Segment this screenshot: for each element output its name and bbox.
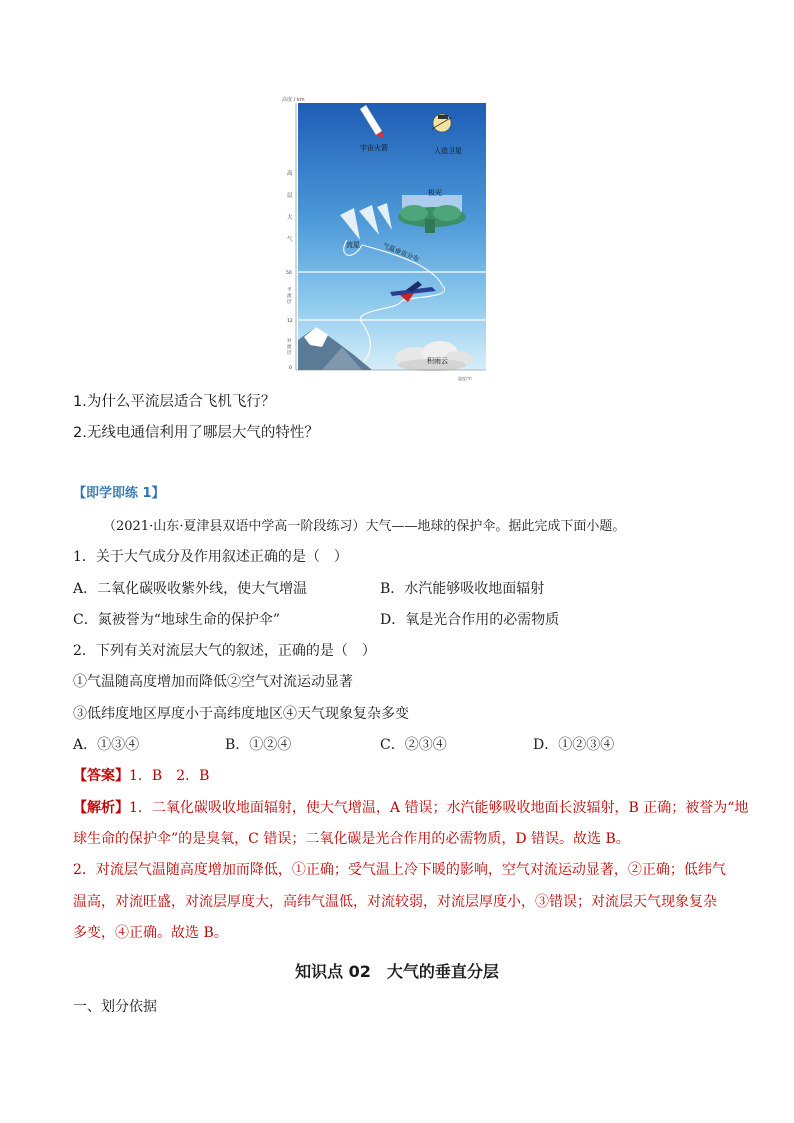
analysis-tag: 【解析】 — [73, 800, 129, 816]
practice-question-2: 2．下列有关对流层大气的叙述，正确的是（ ） — [73, 643, 376, 659]
label-rocket: 宇宙火箭 — [360, 144, 388, 152]
atmosphere-layers-figure — [282, 95, 488, 385]
q2-statement-1: ①气温随高度增加而降低②空气对流运动显著 — [73, 674, 353, 690]
question-1: 1.为什么平流层适合飞机飞行？ — [73, 394, 276, 410]
subsection-title: 一、划分依据 — [73, 999, 157, 1015]
label-aurora: 极光 — [428, 189, 442, 197]
q1-option-c: C．氮被誉为“地球生命的保护伞” — [73, 612, 281, 628]
analysis-2-line-3: 多变，④正确。故选 B。 — [73, 925, 228, 941]
layer-label-strat: 平流层 — [287, 288, 292, 305]
analysis-2-line-2: 温高，对流旺盛，对流层厚度大，高纬气温低，对流较弱，对流层厚度小，③错误；对流层天气现象复杂 — [73, 894, 717, 910]
q2-statement-2: ③低纬度地区厚度小于高纬度地区④天气现象复杂多变 — [73, 706, 409, 722]
q2-option-d: D．①②③④ — [533, 737, 615, 753]
q1-option-b: B．水汽能够吸收地面辐射 — [380, 581, 545, 597]
sky-background — [298, 103, 486, 370]
figure-x-axis-label: 温度/℃ — [458, 376, 472, 381]
practice-source: （2021·山东·夏津县双语中学高一阶段练习）大气——地球的保护伞。据此完成下面小题。 — [103, 519, 626, 534]
label-temp-curve: 气温垂直分布 — [381, 241, 421, 264]
answer-line — [73, 767, 209, 785]
label-cloud: 积雨云 — [427, 357, 448, 365]
label-satellite: 人造卫星 — [434, 147, 462, 155]
q2-option-a: A．①③④ — [73, 737, 140, 753]
tick-0: 0 — [289, 366, 292, 371]
practice-tag: 【即学即练 1】 — [73, 486, 165, 501]
tick-12: 12 — [287, 319, 293, 324]
layer-label-high: 高层大气 — [287, 171, 293, 243]
question-2: 2.无线电通信利用了哪层大气的特性？ — [73, 425, 319, 441]
analysis-1-line-1: 1．二氧化碳吸收地面辐射，使大气增温，A 错误；水汽能够吸收地面长波辐射，B 正确；被誉为“地 — [129, 800, 749, 816]
q2-option-c: C．②③④ — [380, 737, 447, 753]
answer-text: 1．B 2．B — [129, 768, 210, 784]
practice-question-1: 1．关于大气成分及作用叙述正确的是（ ） — [73, 549, 348, 565]
section-heading: 知识点 02 大气的垂直分层 — [295, 962, 499, 981]
analysis-2-line-1: 对流层气温随高度增加而降低，①正确；受气温上冷下暖的影响，空气对流运动显著，②正确；低纬气 — [95, 862, 726, 878]
tick-50: 50 — [286, 271, 292, 276]
q1-option-d: D．氧是光合作用的必需物质 — [380, 612, 560, 628]
analysis-line-1 — [73, 799, 748, 817]
q2-option-b: B．①②④ — [225, 737, 292, 753]
analysis-2-line-1-wrap — [73, 861, 726, 879]
q1-option-a: A．二氧化碳吸收紫外线，使大气增温 — [73, 581, 308, 597]
analysis-1-line-2: 球生命的保护伞”的是臭氧，C 错误；二氧化碳是光合作用的必需物质，D 错误。故选 B。 — [73, 831, 630, 847]
figure-y-axis-label: 高度 / km — [282, 97, 305, 103]
analysis-2-num: 2． — [73, 862, 96, 878]
answer-tag: 【答案】 — [73, 768, 129, 784]
layer-label-trop: 对流层 — [287, 339, 292, 356]
label-meteor: 流星 — [346, 241, 360, 249]
